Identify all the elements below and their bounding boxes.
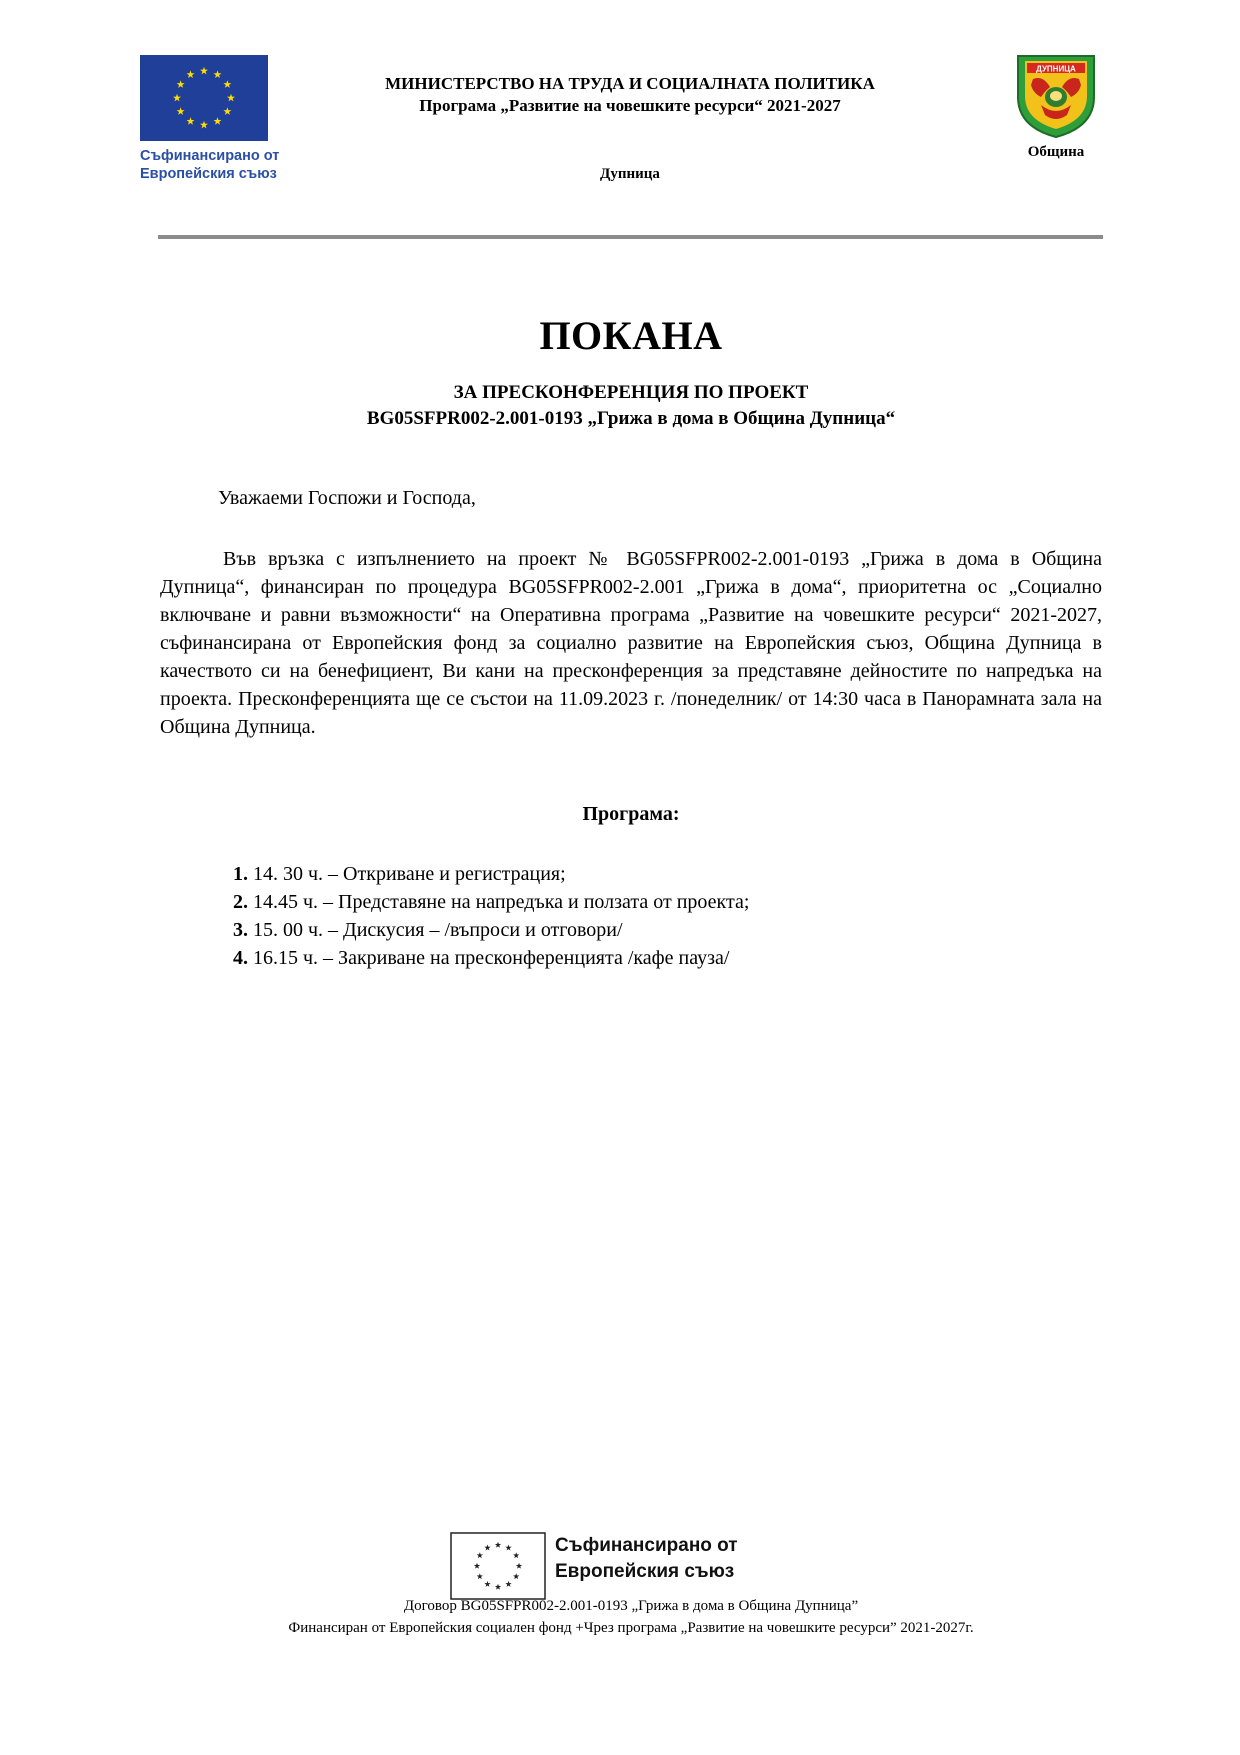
document-subtitle xyxy=(0,380,1240,432)
ministry-header xyxy=(300,73,960,117)
eu-caption-line2: Европейския съюз xyxy=(140,166,277,182)
footer-cofinanced xyxy=(555,1533,738,1585)
program-name: Програма „Развитие на човешките ресурси“ 2021-2027 xyxy=(419,96,841,115)
agenda-item: 2. 14.45 ч. – Представяне на напредъка и ползата от проекта; xyxy=(233,891,750,913)
municipality-label: Община xyxy=(1027,144,1085,160)
footer-cofinanced-line1: Съфинансирано от xyxy=(555,1535,738,1556)
footer-eu-flag xyxy=(450,1532,546,1600)
greeting: Уважаеми Госпожи и Господа, xyxy=(218,487,476,509)
eu-flag-icon xyxy=(140,55,268,141)
municipality-crest xyxy=(1015,53,1097,139)
ministry-name: МИНИСТЕРСТВО НА ТРУДА И СОЦИАЛНАТА ПОЛИТИКА xyxy=(385,74,875,93)
eu-logo xyxy=(140,55,280,183)
subtitle-line2: BG05SFPR002-2.001-0193 „Грижа в дома в Община Дупница“ xyxy=(366,408,896,429)
body-paragraph: Във връзка с изпълнението на проект № BG05SFPR002-2.001-0193 „Грижа в дома в Община Дупница“, финансиран по процедура BG05SFPR002-2.001 „Грижа в дома“, приоритетна ос „Социално включване и равни възможности“ на Оперативна програма „Развитие на човешките ресурси“ 2021-2027, съфинансирана от Европейския фонд за социално развитие на Европейския съюз, Община Дупница в качеството си на бенефициент, Ви кани на пресконференция за представяне дейностите по напредъка на проекта. Пресконференцията ще се състои на 11.09.2023 г. /понеделник/ от 14:30 часа в Панорамната зала на Община Дупница. xyxy=(160,548,1102,738)
footer-financing: Финансиран от Европейския социален фонд +Чрез програма „Развитие на човешките ресурси” 2021-2027г. xyxy=(288,1620,974,1636)
dupnitsa-crest-icon xyxy=(1015,53,1097,139)
eu-caption-line1: Съфинансирано от xyxy=(140,148,280,164)
agenda-item: 1. 14. 30 ч. – Откриване и регистрация; xyxy=(233,863,566,885)
header-divider xyxy=(158,235,1103,239)
svg-text:ДУПНИЦА: ДУПНИЦА xyxy=(1036,64,1076,74)
agenda-item: 3. 15. 00 ч. – Дискусия – /въпроси и отговори/ xyxy=(233,919,623,941)
agenda-list xyxy=(233,860,749,972)
city-name: Дупница xyxy=(600,166,660,182)
program-heading: Програма: xyxy=(582,803,680,825)
subtitle-line1: ЗА ПРЕСКОНФЕРЕНЦИЯ ПО ПРОЕКТ xyxy=(453,382,809,403)
footer-contract: Договор BG05SFPR002-2.001-0193 „Грижа в дома в Община Дупница” xyxy=(403,1598,859,1614)
agenda-item: 4. 16.15 ч. – Закриване на пресконференцията /кафе пауза/ xyxy=(233,947,730,969)
document-title: ПОКАНА xyxy=(539,313,723,358)
eu-flag-outline-icon xyxy=(450,1532,546,1600)
footer-cofinanced-line2: Европейския съюз xyxy=(555,1561,735,1582)
